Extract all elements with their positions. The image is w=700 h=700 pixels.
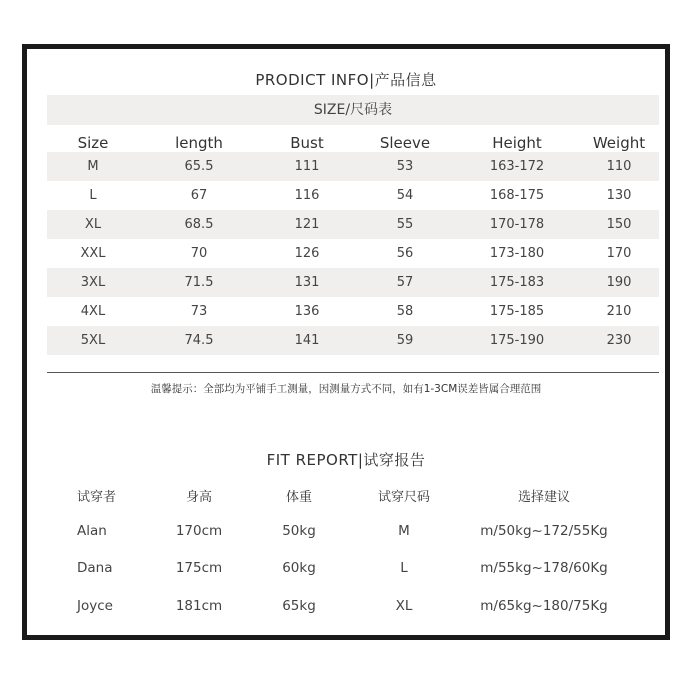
table-cell: 175-185 xyxy=(489,304,545,319)
table-cell: 163-172 xyxy=(489,159,545,174)
table-cell: 60kg xyxy=(282,560,316,576)
table-cell: 116 xyxy=(294,188,320,203)
table-cell: L xyxy=(400,560,408,576)
column-header: Height xyxy=(492,133,542,152)
column-header: 试穿者 xyxy=(77,489,117,505)
size-chart-frame xyxy=(22,44,670,640)
table-cell: 4XL xyxy=(80,304,106,319)
column-header: Sleeve xyxy=(379,133,431,152)
column-header: Bust xyxy=(290,133,324,152)
table-row xyxy=(47,210,659,239)
divider xyxy=(47,372,659,373)
table-cell: 58 xyxy=(396,304,414,319)
table-cell: 170 xyxy=(606,246,632,261)
table-cell: 65kg xyxy=(282,598,316,614)
table-cell: XL xyxy=(84,217,102,232)
table-row xyxy=(77,519,637,543)
table-cell: 67 xyxy=(190,188,208,203)
table-cell: 168-175 xyxy=(489,188,545,203)
table-cell: 59 xyxy=(396,333,414,348)
table-cell: 131 xyxy=(294,275,320,290)
table-row xyxy=(77,556,637,580)
table-cell: 71.5 xyxy=(184,275,214,290)
table-cell: 111 xyxy=(294,159,320,174)
table-row xyxy=(47,239,659,268)
table-cell: 56 xyxy=(396,246,414,261)
table-cell: 210 xyxy=(606,304,632,319)
table-cell: L xyxy=(89,188,97,203)
table-row xyxy=(47,297,659,326)
column-header: 试穿尺码 xyxy=(377,489,430,505)
table-cell: 70 xyxy=(190,246,208,261)
table-cell: 170-178 xyxy=(489,217,545,232)
table-cell: 74.5 xyxy=(184,333,214,348)
table-cell: 190 xyxy=(606,275,632,290)
table-cell: 136 xyxy=(294,304,320,319)
table-cell: 230 xyxy=(606,333,632,348)
table-cell: 5XL xyxy=(80,333,106,348)
measurement-note: 温馨提示：全部均为平铺手工测量，因测量方式不同，如有1-3CM误差皆属合理范围 xyxy=(150,383,542,395)
table-cell: m/50kg~172/55Kg xyxy=(480,523,608,539)
product-info-title: PRODICT INFO|产品信息 xyxy=(255,71,437,89)
table-cell: 170cm xyxy=(175,523,223,539)
table-cell: 3XL xyxy=(80,275,106,290)
table-cell: 141 xyxy=(294,333,320,348)
column-header: 身高 xyxy=(185,489,212,505)
column-header: length xyxy=(175,133,223,152)
table-cell: 175-190 xyxy=(489,333,545,348)
table-cell: 150 xyxy=(606,217,632,232)
table-cell: 130 xyxy=(606,188,632,203)
column-header: Size xyxy=(77,133,109,152)
tester-name: Joyce xyxy=(77,598,113,614)
table-row xyxy=(47,268,659,297)
table-cell: XL xyxy=(395,598,413,614)
column-header: Weight xyxy=(592,133,646,152)
table-cell: 57 xyxy=(396,275,414,290)
table-cell: 65.5 xyxy=(184,159,214,174)
table-cell: 55 xyxy=(396,217,414,232)
table-cell: 175cm xyxy=(175,560,223,576)
table-cell: M xyxy=(87,159,99,174)
table-cell: 68.5 xyxy=(184,217,214,232)
table-row xyxy=(47,181,659,210)
table-row xyxy=(47,152,659,181)
table-cell: m/65kg~180/75Kg xyxy=(480,598,608,614)
table-cell: 173-180 xyxy=(489,246,545,261)
tester-name: Dana xyxy=(77,560,113,576)
table-cell: m/55kg~178/60Kg xyxy=(480,560,608,576)
table-row xyxy=(77,594,637,618)
size-table-title: SIZE/尺码表 xyxy=(47,95,659,125)
column-header: 选择建议 xyxy=(517,489,570,505)
fit-report-title: FIT REPORT|试穿报告 xyxy=(266,451,426,469)
table-cell: 53 xyxy=(396,159,414,174)
column-header: 体重 xyxy=(285,489,312,505)
table-cell: 175-183 xyxy=(489,275,545,290)
table-cell: XXL xyxy=(80,246,106,261)
table-cell: M xyxy=(398,523,410,539)
table-cell: 73 xyxy=(190,304,208,319)
tester-name: Alan xyxy=(77,523,107,539)
table-cell: 121 xyxy=(294,217,320,232)
table-cell: 50kg xyxy=(282,523,316,539)
table-cell: 110 xyxy=(606,159,632,174)
table-cell: 181cm xyxy=(175,598,223,614)
table-row xyxy=(47,326,659,355)
table-cell: 126 xyxy=(294,246,320,261)
table-cell: 54 xyxy=(396,188,414,203)
fit-table-header xyxy=(77,483,637,507)
